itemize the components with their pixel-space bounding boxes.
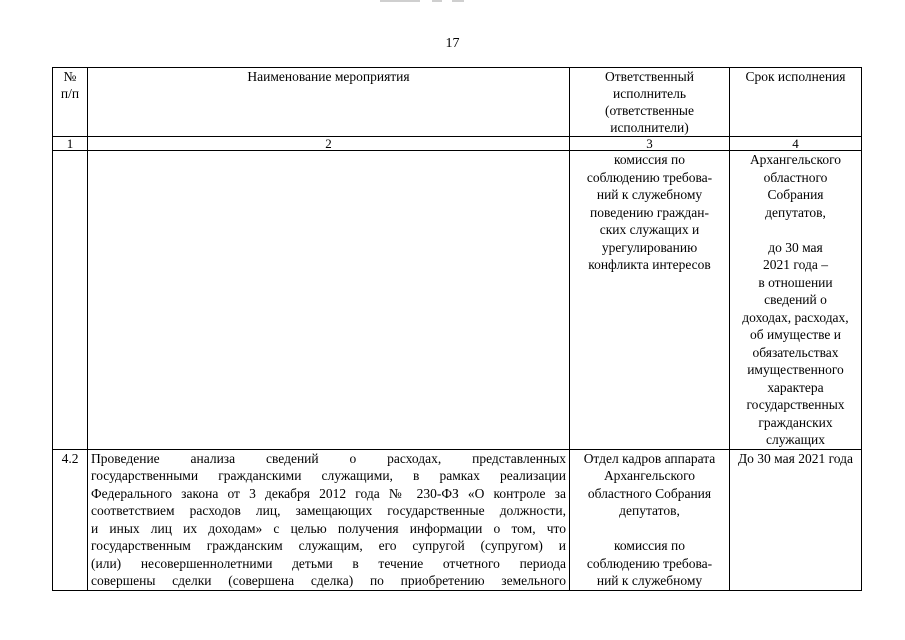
row-measure-name: Проведение анализа сведений о расходах, представленных государственными гражданскими служащими, в рамках реализации Федерального закона от 3 декабря 2012 года № 230-ФЗ «О контроле за соответствием расходов лиц, замещающих государственные должности, и иных лиц их доходам» с целью получения информации о том, что государственным гражданским служащим, его супругой (супругом) и (или) несовершеннолетними детьми в течение отчетного периода совершены сделки (совершена сделка) по приобретению земельного [88,449,570,590]
column-number-row [53,137,862,151]
table-row [53,151,862,450]
row-measure-name [88,151,570,450]
row-number: 4.2 [53,449,88,590]
header-responsible: Ответственный исполнитель (ответственные исполнители) [570,68,730,137]
header-deadline: Срок исполнения [730,68,862,137]
table-row [53,449,862,590]
measures-table [52,67,862,591]
row-number [53,151,88,450]
scan-artifact-marks [380,0,500,4]
page-number: 17 [445,36,460,51]
column-number: 3 [570,137,730,151]
header-number: № п/п [53,68,88,137]
column-number: 2 [88,137,570,151]
row-deadline: Архангельского областного Собрания депутатов, до 30 мая 2021 года – в отношении сведений о доходах, расходах, об имуществе и обязательствах имущественного характера государственных гражданских служащих [730,151,862,450]
column-number: 1 [53,137,88,151]
row-responsible: комиссия по соблюдению требова- ний к служебному поведению граждан- ских служащих и урегулированию конфликта интересов [570,151,730,450]
table-header-row [53,68,862,137]
row-responsible: Отдел кадров аппарата Архангельского областного Собрания депутатов, комиссия по соблюдению требова- ний к служебному [570,449,730,590]
column-number: 4 [730,137,862,151]
header-measure-name: Наименование мероприятия [88,68,570,137]
row-deadline: До 30 мая 2021 года [730,449,862,590]
